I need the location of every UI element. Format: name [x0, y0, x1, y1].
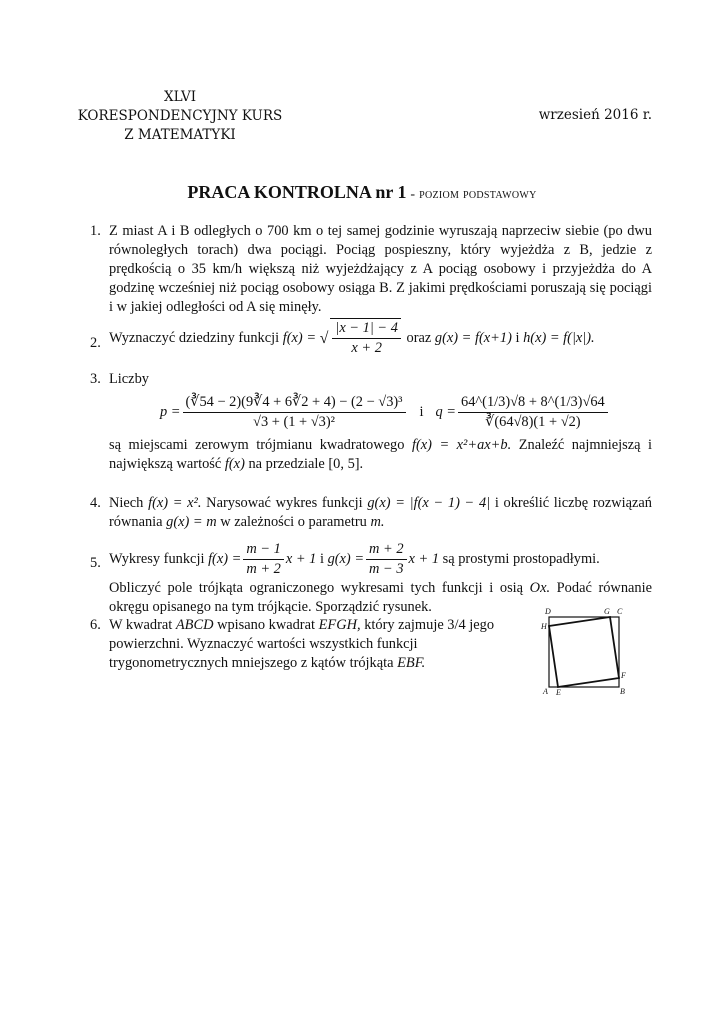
- g-fraction: [366, 540, 407, 579]
- text-b: wpisano kwadrat: [217, 617, 315, 633]
- q-denominator: ∛(64√8)(1 + √2): [485, 414, 581, 430]
- f-fraction: [330, 318, 401, 358]
- f-definition: f(x) = x².: [148, 495, 202, 511]
- connector-i: i: [419, 404, 424, 420]
- parameter: m.: [370, 514, 385, 530]
- label-d: D: [545, 607, 551, 616]
- equation: g(x) = m: [166, 514, 217, 530]
- p-lhs: p =: [160, 404, 181, 420]
- header-line-3: Z MATEMATYKI: [124, 127, 236, 143]
- text-b: Narysować wykres funkcji: [206, 495, 363, 511]
- label-a: A: [543, 687, 548, 696]
- problem-3: [90, 370, 652, 474]
- f-lhs: f(x) =: [282, 329, 317, 346]
- outer-square-abcd: [549, 617, 619, 687]
- triangle-ebf: EBF.: [397, 655, 426, 671]
- f-lhs: f(x) =: [208, 551, 242, 567]
- label-f: F: [621, 671, 626, 680]
- problem-number: 3.: [90, 371, 101, 387]
- g-definition: g(x) = f(x+1): [434, 329, 512, 346]
- problem-number: 2.: [90, 335, 101, 351]
- label-c: C: [617, 607, 623, 616]
- problem-number: 5.: [90, 555, 101, 571]
- title-sub: - poziom podstawowy: [406, 187, 537, 202]
- g-tail: x + 1: [408, 551, 440, 567]
- formula-row: [109, 540, 652, 579]
- label-g: G: [604, 607, 610, 616]
- problem-text: [109, 318, 652, 358]
- text-b: Znaleźć najmniejszą i największą wartość: [109, 437, 652, 472]
- title-main: PRACA KONTROLNA nr 1: [187, 182, 407, 202]
- f-numerator: m − 1: [243, 540, 284, 560]
- text-b: są prostymi prostopadłymi.: [442, 551, 600, 567]
- q-fraction: [458, 393, 608, 432]
- problem-number: 6.: [90, 617, 101, 633]
- formula-row: [160, 393, 652, 432]
- p-numerator: (∛54 − 2)(9∛4 + 6∛2 + 4) − (2 − √3)³: [183, 393, 406, 413]
- connector-i: i: [319, 551, 324, 567]
- connector-i: i: [515, 329, 520, 346]
- problem-5: [90, 540, 652, 617]
- g-definition: g(x) = |f(x − 1) − 4|: [367, 495, 491, 511]
- interval: [0, 5].: [328, 456, 364, 472]
- f-tail: x + 1: [285, 551, 317, 567]
- label-e: E: [556, 688, 561, 697]
- p-denominator: √3 + (1 + √3)²: [253, 414, 335, 430]
- polynomial: f(x) = x²+ax+b.: [411, 437, 512, 453]
- text-c: na przedziale: [248, 456, 325, 472]
- header-line-1: XLVI: [163, 89, 197, 105]
- text-c: który zajmuje 3/4 jego powierzchni. Wyznaczyć wartości wszystkich funkcji trygonometrycznych mniejszego z kątów trójkąta: [109, 617, 495, 671]
- intro-text: Wyznaczyć dziedziny funkcji: [109, 329, 280, 346]
- p-fraction: [183, 393, 406, 432]
- text-a: W kwadrat: [109, 617, 173, 633]
- text-d: Podać równanie okręgu opisanego na tym trójkącie. Sporządzić rysunek.: [109, 580, 652, 615]
- problem-4: [90, 494, 652, 532]
- problem-1: [90, 222, 652, 317]
- course-header: [60, 88, 300, 145]
- problem-number: 4.: [90, 495, 101, 511]
- sqrt-icon: √: [319, 329, 329, 347]
- q-lhs: q =: [435, 404, 457, 420]
- page-title: [0, 182, 724, 203]
- square-abcd: ABCD: [175, 617, 214, 633]
- q-numerator: 64^(1/3)√8 + 8^(1/3)√64: [458, 393, 608, 413]
- g-lhs: g(x) =: [327, 551, 365, 567]
- h-definition: h(x) = f(|x|).: [523, 329, 595, 346]
- problem-text: [109, 616, 500, 673]
- header-line-2: KORESPONDENCYJNY KURS: [77, 108, 283, 124]
- text-d: w zależności o parametru: [220, 514, 367, 530]
- connector-oraz: oraz: [406, 329, 432, 346]
- text-c: Obliczyć pole trójkąta ograniczonego wykresami tych funkcji i osią: [109, 580, 524, 596]
- axis-name: Ox.: [529, 580, 551, 596]
- problem-text: Z miast A i B odległych o 700 km o tej samej godzinie wyruszają naprzeciw siebie (po dwu równoległych torach) dwa pociągi. Pociąg pospieszny, który wyjeżdża z B, jedzie z prędkością o 35 km/h większą niż wyjeżdżający z A pociąg osobowy i przyjeżdża do A godzinę wcześniej niż pociąg osobowy osiąga B. Z jakimi prędkościami poruszają się pociągi i w jakiej odległości od A się minęły.: [109, 223, 652, 315]
- problem-intro: Liczby: [109, 371, 149, 387]
- text-c: i określić liczbę rozwiązań równania: [109, 495, 652, 530]
- g-numerator: m + 2: [366, 540, 407, 560]
- date-label: wrzesień 2016 r.: [538, 107, 652, 123]
- problem-text: [109, 579, 652, 617]
- square-efgh: EFGH,: [318, 617, 361, 633]
- text-a: są miejscami zerowym trójmianu kwadratowego: [109, 437, 405, 453]
- problem-number: 1.: [90, 223, 101, 239]
- text-a: Wykresy funkcji: [109, 551, 205, 567]
- f-fraction: [243, 540, 284, 579]
- inner-square-efgh: [549, 617, 619, 687]
- label-h: H: [541, 622, 547, 631]
- text-a: Niech: [109, 495, 144, 511]
- f-numerator: |x − 1| − 4: [332, 319, 401, 339]
- f-denominator: m + 2: [246, 561, 281, 577]
- label-b: B: [620, 687, 625, 696]
- problem-text: [109, 436, 652, 474]
- fx-ref: f(x): [224, 456, 245, 472]
- problem-6: [90, 616, 500, 673]
- g-denominator: m − 3: [369, 561, 404, 577]
- f-denominator: x + 2: [351, 340, 382, 356]
- problem-2: [90, 318, 652, 358]
- problem-text: [109, 494, 652, 532]
